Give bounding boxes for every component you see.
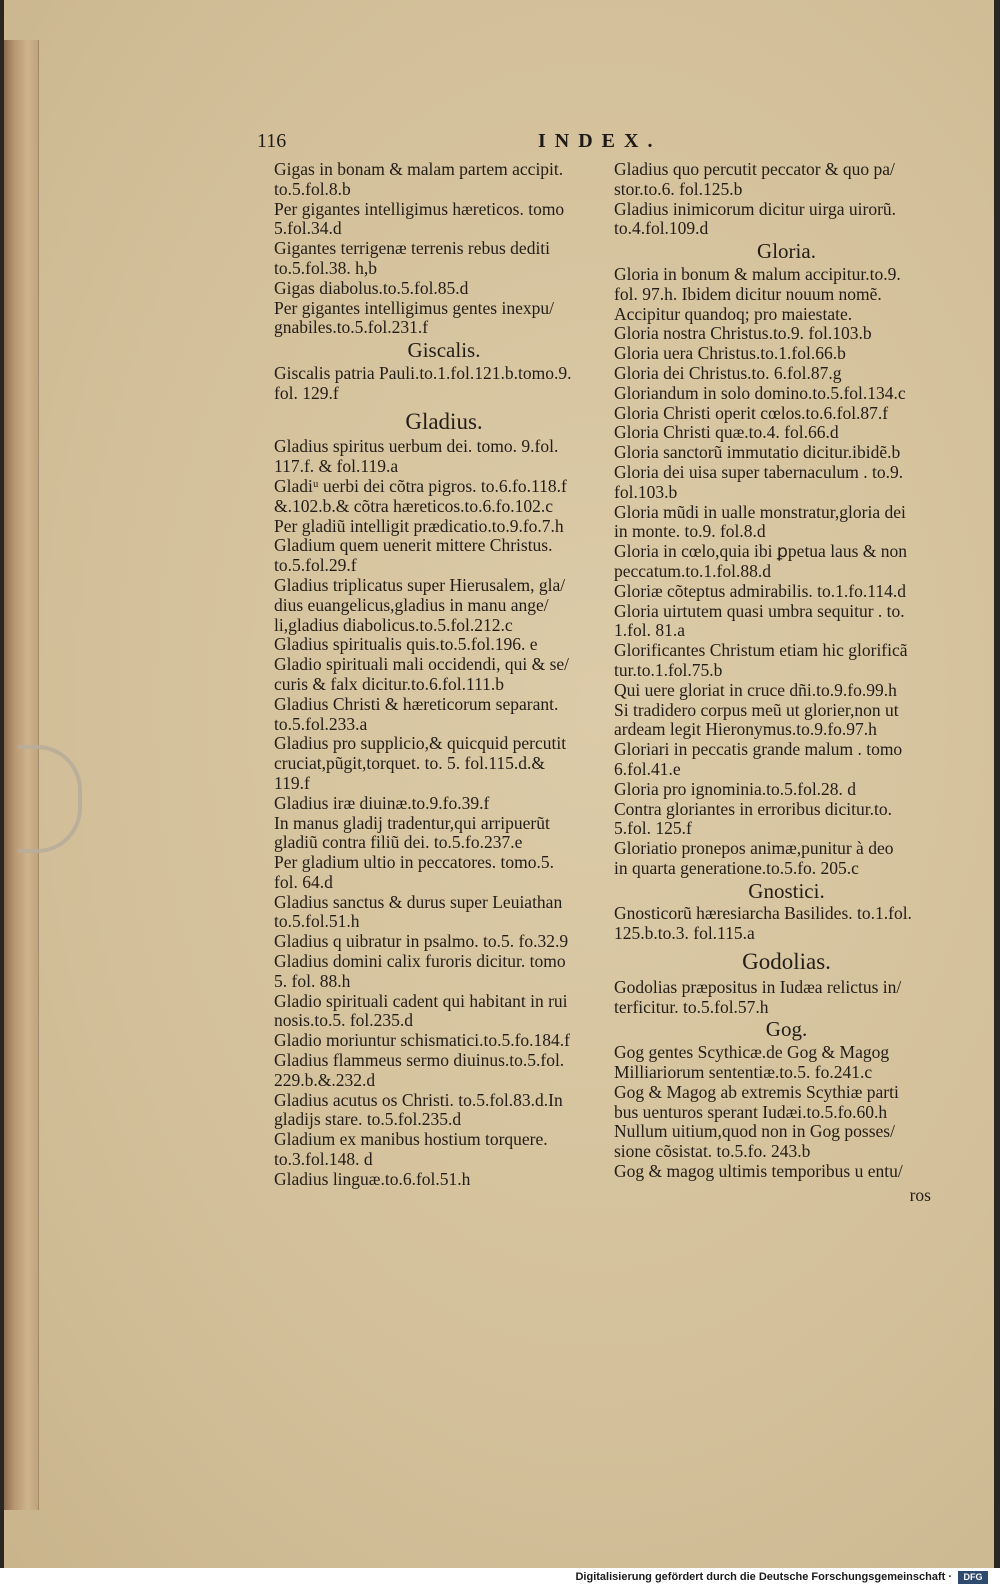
- entry-line: peccatum.to.1.fol.88.d: [614, 560, 771, 581]
- index-entry: [274, 364, 614, 404]
- index-entry: [614, 681, 959, 701]
- index-entry: [614, 503, 959, 543]
- entry-line: Gladius Christi & hæreticorum separant.: [274, 693, 559, 714]
- page-clip: [18, 745, 82, 853]
- index-entry: [274, 239, 614, 279]
- entry-line: Gladio moriuntur schismatici.to.5.fo.184.f: [274, 1030, 570, 1051]
- entry-line: Gloria in cœlo,quia ibi ꝑpetua laus & non: [614, 541, 907, 562]
- index-column-left: [274, 160, 614, 1190]
- index-entry: [614, 324, 959, 344]
- index-entry: [274, 200, 614, 240]
- index-heading: [614, 878, 959, 903]
- entry-line: Gnostici.: [748, 878, 825, 903]
- index-entry: [614, 904, 959, 944]
- entry-line: 6.fol.41.e: [614, 758, 681, 779]
- index-entry: [274, 932, 614, 952]
- entry-line: gladijs stare. to.5.fol.235.d: [274, 1109, 462, 1130]
- index-entry: [274, 992, 614, 1032]
- index-entry: [614, 384, 959, 404]
- entry-line: Gladius.: [405, 408, 483, 434]
- entry-line: Gladius domini calix furoris dicitur. tomo: [274, 951, 566, 972]
- index-entry: [614, 701, 959, 741]
- index-entry: [274, 952, 614, 992]
- entry-line: Gladius spiritualis quis.to.5.fol.196. e: [274, 634, 538, 655]
- index-entry: [274, 536, 614, 576]
- index-entry: [274, 853, 614, 893]
- entry-line: Gloriæ cõteptus admirabilis. to.1.fo.114.d: [614, 580, 906, 601]
- index-entry: [614, 1043, 959, 1083]
- entry-line: Gladius iræ diuinæ.to.9.fo.39.f: [274, 792, 490, 813]
- entry-line: Gladio spirituali cadent qui habitant in rui: [274, 990, 568, 1011]
- entry-line: ardeam legit Hieronymus.to.9.fo.97.h: [614, 719, 877, 740]
- entry-line: Gladius acutus os Christi. to.5.fol.83.d.In: [274, 1089, 563, 1110]
- entry-line: terficitur. to.5.fol.57.h: [614, 996, 769, 1017]
- index-entry: [274, 1051, 614, 1091]
- entry-line: Gloria mũdi in ualle monstratur,gloria dei: [614, 501, 906, 522]
- entry-line: Gloria Christi quæ.to.4. fol.66.d: [614, 422, 839, 443]
- entry-line: 1.fol. 81.a: [614, 620, 685, 641]
- index-entry: [614, 740, 959, 780]
- entry-line: Gladius inimicorum dicitur uirga uirorũ.: [614, 198, 897, 219]
- entry-line: dius euangelicus,gladius in manu ange/: [274, 594, 549, 615]
- entry-line: Gladius linguæ.to.6.fol.51.h: [274, 1168, 471, 1189]
- index-entry: [274, 794, 614, 814]
- index-entry: [274, 655, 614, 695]
- entry-line: Gloria sanctorũ immutatio dicitur.ibidẽ.b: [614, 442, 901, 463]
- entry-line: Gladius quo percutit peccator & quo pa/: [614, 159, 895, 179]
- index-entry: [614, 1122, 959, 1162]
- footer-credit: Digitalisierung gefördert durch die Deutsche Forschungsgemeinschaft ·: [575, 1571, 952, 1583]
- entry-line: In manus gladij tradentur,qui arripuerũt: [274, 812, 550, 833]
- index-entry: [614, 1083, 959, 1123]
- index-entry: [614, 364, 959, 384]
- index-entry: [274, 279, 614, 299]
- index-entry: [274, 1130, 614, 1170]
- entry-line: Gloria pro ignominia.to.5.fol.28. d: [614, 778, 857, 799]
- index-entry: [614, 780, 959, 800]
- entry-line: Gloria nostra Christus.to.9. fol.103.b: [614, 323, 872, 344]
- entry-line: Gloriatio pronepos animæ,punitur à deo: [614, 838, 894, 859]
- entry-line: to.5.fol.233.a: [274, 713, 368, 734]
- entry-line: &.102.b.& cõtra hæreticos.to.6.fo.102.c: [274, 495, 553, 516]
- entry-line: 119.f: [274, 772, 310, 793]
- running-head: INDEX.: [538, 130, 662, 152]
- entry-line: to.4.fol.109.d: [614, 218, 709, 239]
- entry-line: to.5.fol.8.b: [274, 178, 351, 199]
- index-entry: [614, 602, 959, 642]
- index-entry: [614, 344, 959, 364]
- index-entry: [274, 734, 614, 793]
- catchword: ros: [909, 1184, 931, 1205]
- entry-line: nosis.to.5. fol.235.d: [274, 1010, 414, 1031]
- entry-line: Gladius pro supplicio,& quicquid percutit: [274, 733, 567, 754]
- entry-line: Per gladium ultio in peccatores. tomo.5.: [274, 852, 554, 873]
- entry-line: Gnosticorũ hæresiarcha Basilides. to.1.fol.: [614, 903, 912, 924]
- entry-line: 117.f. & fol.119.a: [274, 456, 399, 477]
- index-heading: [614, 1017, 959, 1042]
- entry-line: Gloria dei Christus.to. 6.fol.87.g: [614, 362, 842, 383]
- entry-line: Gladius spiritus uerbum dei. tomo. 9.fol.: [274, 436, 559, 457]
- index-entry: [274, 635, 614, 655]
- entry-line: Gog & magog ultimis temporibus u entu/: [614, 1161, 903, 1182]
- index-entry: [274, 695, 614, 735]
- index-entry: [274, 477, 614, 517]
- entry-line: gnabiles.to.5.fol.231.f: [274, 317, 429, 338]
- index-heading: [274, 338, 614, 363]
- entry-line: Gladiᵘ uerbi dei cõtra pigros. to.6.fo.118.f: [274, 475, 567, 496]
- index-entry: [274, 814, 614, 854]
- index-entry: [614, 839, 959, 879]
- entry-line: Gladius sanctus & durus super Leuiathan: [274, 891, 563, 912]
- index-entry: [274, 1170, 614, 1190]
- entry-line: fol.103.b: [614, 481, 678, 502]
- entry-line: Accipitur quandoq; pro maiestate.: [614, 303, 853, 324]
- entry-line: Si tradidero corpus meũ ut glorier,non ut: [614, 699, 899, 720]
- entry-line: 5. fol. 88.h: [274, 970, 351, 991]
- entry-line: Gog & Magog ab extremis Scythiæ parti: [614, 1081, 899, 1102]
- index-entry: [614, 443, 959, 463]
- digitization-footer: [0, 1568, 1000, 1587]
- entry-line: Glorificantes Christum etiam hic glorificã: [614, 640, 908, 661]
- entry-line: Milliariorum sententiæ.to.5. fo.241.c: [614, 1062, 873, 1083]
- entry-line: to.5.fol.29.f: [274, 555, 357, 576]
- entry-line: Contra gloriantes in erroribus dicitur.to.: [614, 798, 893, 819]
- index-entry: [274, 893, 614, 933]
- entry-line: curis & falx dicitur.to.6.fol.111.b: [274, 673, 505, 694]
- entry-line: Godolias.: [742, 949, 831, 975]
- entry-line: Gloria in bonum & malum accipitur.to.9.: [614, 263, 901, 284]
- entry-line: Giscalis patria Pauli.to.1.fol.121.b.tomo.9.: [274, 362, 572, 383]
- index-entry: [274, 517, 614, 537]
- index-entry: [614, 542, 959, 582]
- index-entry: [274, 437, 614, 477]
- book-page: [4, 0, 994, 1568]
- entry-line: Gloriandum in solo domino.to.5.fol.134.c: [614, 382, 906, 403]
- entry-line: tur.to.1.fol.75.b: [614, 659, 723, 680]
- entry-line: Godolias præpositus in Iudæa relictus in/: [614, 976, 902, 997]
- entry-line: bus uenturos sperant Iudæi.to.5.fo.60.h: [614, 1101, 888, 1122]
- entry-line: to.5.fol.51.h: [274, 911, 360, 932]
- entry-line: Gloria uirtutem quasi umbra sequitur . to.: [614, 600, 905, 621]
- entry-line: stor.to.6. fol.125.b: [614, 178, 743, 199]
- entry-line: 5.fol.34.d: [274, 218, 342, 239]
- entry-line: Gigas in bonam & malam partem accipit.: [274, 159, 564, 179]
- entry-line: fol. 97.h. Ibidem dicitur nouum nomẽ.: [614, 283, 882, 304]
- entry-line: in monte. to.9. fol.8.d: [614, 521, 766, 542]
- index-entry: [614, 265, 959, 324]
- index-entry: [614, 463, 959, 503]
- index-entry: [614, 582, 959, 602]
- entry-line: Gladius q uibratur in psalmo. to.5. fo.32.9: [274, 931, 569, 952]
- entry-line: fol. 64.d: [274, 871, 333, 892]
- entry-line: li,gladius diabolicus.to.5.fol.212.c: [274, 614, 513, 635]
- entry-line: Gloria uera Christus.to.1.fol.66.b: [614, 343, 846, 364]
- entry-line: Gladius triplicatus super Hierusalem, gla/: [274, 574, 566, 595]
- entry-line: 125.b.to.3. fol.115.a: [614, 923, 755, 944]
- entry-line: Gloria Christi operit cœlos.to.6.fol.87.f: [614, 402, 889, 423]
- entry-line: Gloriari in peccatis grande malum . tomo: [614, 739, 903, 760]
- entry-line: Gigas diabolus.to.5.fol.85.d: [274, 277, 469, 298]
- entry-line: Gladium ex manibus hostium torquere.: [274, 1129, 548, 1150]
- index-heading: [614, 239, 959, 264]
- entry-line: Per gladiũ intelligit prædicatio.to.9.fo.7.h: [274, 515, 564, 536]
- entry-line: Per gigantes intelligimus gentes inexpu/: [274, 297, 554, 318]
- entry-line: Gloria dei uisa super tabernaculum . to.9.: [614, 461, 904, 482]
- entry-line: Gloria.: [757, 239, 816, 264]
- index-entry: [614, 423, 959, 443]
- entry-line: Gladio spirituali mali occidendi, qui & se/: [274, 654, 570, 675]
- entry-line: gladiũ contra filiũ dei. to.5.fo.237.e: [274, 832, 523, 853]
- entry-line: to.5.fol.38. h,b: [274, 257, 378, 278]
- entry-line: to.3.fol.148. d: [274, 1149, 373, 1170]
- entry-line: Gigantes terrigenæ terrenis rebus dediti: [274, 238, 551, 259]
- entry-line: in quarta generatione.to.5.fo. 205.c: [614, 857, 859, 878]
- index-entry: [274, 576, 614, 635]
- index-entry: [614, 800, 959, 840]
- entry-line: Qui uere gloriat in cruce dñi.to.9.fo.99.h: [614, 679, 897, 700]
- index-entry: [274, 299, 614, 339]
- index-entry: [614, 160, 959, 200]
- entry-line: sione cõsistat. to.5.fo. 243.b: [614, 1141, 811, 1162]
- entry-line: Gladium quem uenerit mittere Christus.: [274, 535, 553, 556]
- index-heading: [274, 408, 614, 434]
- index-column-right: [614, 160, 959, 1206]
- entry-line: Per gigantes intelligimus hæreticos. tomo: [274, 198, 565, 219]
- entry-line: Gog.: [765, 1017, 808, 1042]
- entry-line: 229.b.&.232.d: [274, 1069, 376, 1090]
- dfg-logo: DFG: [958, 1571, 988, 1584]
- entry-line: cruciat,pũgit,torquet. to. 5. fol.115.d.&: [274, 753, 546, 774]
- entry-line: fol. 129.f: [274, 382, 339, 403]
- entry-line: Nullum uitium,quod non in Gog posses/: [614, 1121, 895, 1142]
- entry-line: Giscalis.: [407, 338, 481, 363]
- index-entry: [614, 404, 959, 424]
- entry-line: 5.fol. 125.f: [614, 818, 692, 839]
- entry-line: Gog gentes Scythicæ.de Gog & Magog: [614, 1042, 890, 1063]
- index-heading: [614, 949, 959, 975]
- index-entry: [614, 200, 959, 240]
- index-entry: [274, 1031, 614, 1051]
- index-entry: [274, 1091, 614, 1131]
- index-entry: [614, 1162, 959, 1182]
- page-number: 116: [257, 130, 287, 152]
- entry-line: Gladius flammeus sermo diuinus.to.5.fol.: [274, 1050, 565, 1071]
- index-entry: [274, 160, 614, 200]
- index-entry: [614, 641, 959, 681]
- index-entry: [614, 978, 959, 1018]
